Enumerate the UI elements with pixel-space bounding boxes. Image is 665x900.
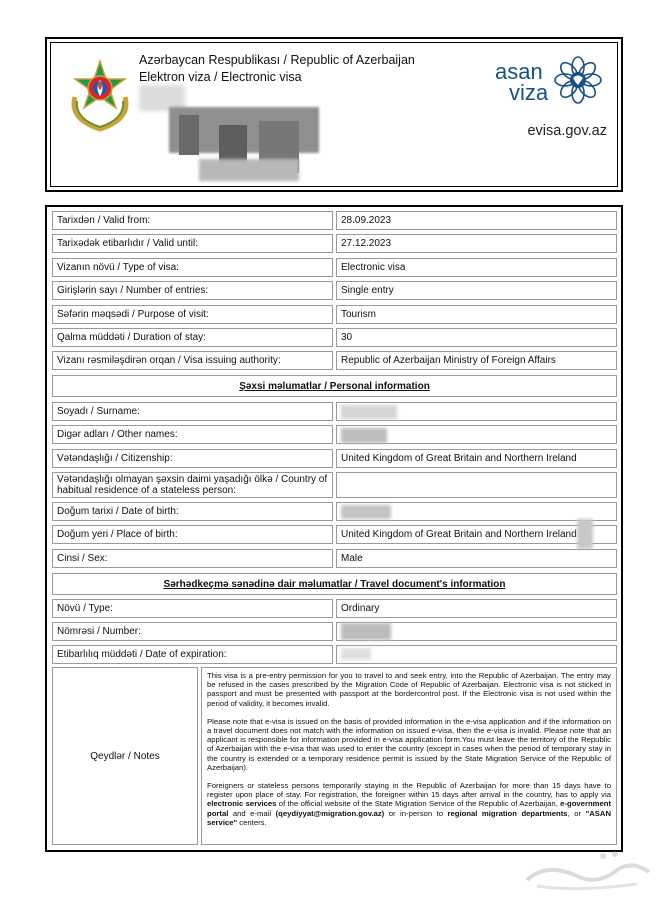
row-label: Vətəndaşlığı olmayan şəxsin daimi yaşadığı ölkə / Country of habitual residence of a stateless person: — [52, 472, 333, 498]
evisa-website: evisa.gov.az — [527, 123, 607, 139]
notes-paragraph-1: This visa is a pre-entry permission for you to travel to and seek entry, into the Republic of Azerbaijan. The entry may be refused in the cases prescribed by the Migration Code of Republic of Azerbaijan. Electronic visa is not sticked in passport and must be presented with passport at the bordercontrol post. If the Electronic visa is not used within the period of validity, it becomes invalid. — [207, 671, 611, 708]
row-value: Single entry — [336, 281, 617, 300]
section-heading-travel-document: Sərhədkeçmə sənədinə dair məlumatlar / Travel document's information — [52, 573, 617, 595]
row-stateless-residence — [52, 472, 617, 498]
row-label: Girişlərin sayı / Number of entries: — [52, 281, 333, 300]
redacted-value — [341, 428, 387, 443]
row-document-type — [52, 599, 617, 618]
row-label: Qalma müddəti / Duration of stay: — [52, 328, 333, 347]
travel-document-section — [52, 573, 617, 595]
notes-paragraph-3: Foreigners or stateless persons temporarily staying in the Republic of Azerbaijan for more than 15 days have to register upon place of stay. For registration, the foreigner within 15 days after arrival in the country, has to apply via electronic services of the official website of the State Migration Service of the Republic of Azerbaijan, e-government portal and e-mail (qeydiyyat@migration.gov.az) or in-person to regional migration departments, or "ASAN service" centers. — [207, 781, 612, 827]
redacted-value — [341, 648, 371, 660]
row-issuing-authority — [52, 351, 617, 370]
asan-logo-word-asan: asan — [495, 59, 543, 84]
row-purpose — [52, 305, 617, 324]
row-valid-until — [52, 234, 617, 253]
header-title-republic: Azərbaycan Respublikası / Republic of Azerbaijan — [139, 53, 415, 67]
row-label: Vətəndaşlığı / Citizenship: — [52, 449, 333, 468]
row-value: Male — [336, 549, 617, 568]
row-other-names — [52, 425, 617, 444]
redacted-value — [341, 405, 397, 419]
row-value — [336, 645, 617, 664]
redacted-value — [341, 623, 391, 640]
row-label: Vizanın növü / Type of visa: — [52, 258, 333, 277]
row-label: Tarixdən / Valid from: — [52, 211, 333, 230]
row-date-of-birth — [52, 502, 617, 521]
row-label: Vizanı rəsmiləşdirən orqan / Visa issuing authority: — [52, 351, 333, 370]
asan-logo-word-viza: viza — [509, 80, 549, 105]
row-valid-from — [52, 211, 617, 230]
row-value — [336, 472, 617, 498]
row-value — [336, 425, 617, 444]
row-label: Nömrəsi / Number: — [52, 622, 333, 641]
row-label: Cinsi / Sex: — [52, 549, 333, 568]
asan-flower-icon — [553, 55, 603, 105]
row-sex — [52, 549, 617, 568]
redacted-mark — [577, 519, 593, 549]
row-label: Tarixədək etibarlıdır / Valid until: — [52, 234, 333, 253]
row-label: Digər adları / Other names: — [52, 425, 333, 444]
row-label: Soyadı / Surname: — [52, 402, 333, 421]
row-value: 27.12.2023 — [336, 234, 617, 253]
notes-paragraph-2: Please note that e-visa is issued on the basis of provided information in the e-visa application and if the information on a travel document does not match with the information on issued e-visa, then the e-visa is invalid. Please note that an applicant is responsible for information provided in e-visa application form.You must leave the territory of the Republic of Azerbaijan with the e-visa that was used to enter the country (except in cases when the period of temporary stay in the country is extended or a temporary residence permit is issued by the State Migration Service of the Republic of Azerbaijan). — [207, 716, 611, 772]
row-number-of-entries — [52, 281, 617, 300]
row-citizenship — [52, 449, 617, 468]
header-title-evisa: Elektron viza / Electronic visa — [139, 70, 302, 84]
row-value: United Kingdom of Great Britain and Northern Ireland — [336, 449, 617, 468]
row-expiration-date — [52, 645, 617, 664]
notes-text — [201, 667, 617, 845]
row-label: Növü / Type: — [52, 599, 333, 618]
row-value — [336, 402, 617, 421]
row-value: United Kingdom of Great Britain and Northern Ireland — [336, 525, 617, 544]
redacted-personal-image — [139, 85, 319, 191]
redacted-value — [341, 505, 391, 519]
row-surname — [52, 402, 617, 421]
visa-details-table — [45, 205, 623, 852]
azerbaijan-emblem-icon — [65, 57, 135, 133]
row-place-of-birth — [52, 525, 617, 544]
section-heading-personal: Şəxsi məlumatlar / Personal information — [52, 375, 617, 397]
personal-info-section — [52, 375, 617, 397]
row-value: Electronic visa — [336, 258, 617, 277]
row-value — [336, 502, 617, 521]
row-label: Doğum yeri / Place of birth: — [52, 525, 333, 544]
row-visa-type — [52, 258, 617, 277]
row-value: Ordinary — [336, 599, 617, 618]
notes-label: Qeydlər / Notes — [52, 667, 198, 845]
row-value: Tourism — [336, 305, 617, 324]
row-document-number — [52, 622, 617, 641]
row-value: 30 — [336, 328, 617, 347]
row-label: Doğum tarixi / Date of birth: — [52, 502, 333, 521]
row-label: Səfərin məqsədi / Purpose of visit: — [52, 305, 333, 324]
header-inner-frame — [50, 42, 618, 187]
row-value — [336, 622, 617, 641]
row-value: Republic of Azerbaijan Ministry of Foreign Affairs — [336, 351, 617, 370]
visa-header — [45, 37, 623, 192]
watermark-icon — [517, 842, 657, 892]
row-label: Etibarlılıq müddəti / Date of expiration: — [52, 645, 333, 664]
row-value: 28.09.2023 — [336, 211, 617, 230]
row-duration — [52, 328, 617, 347]
